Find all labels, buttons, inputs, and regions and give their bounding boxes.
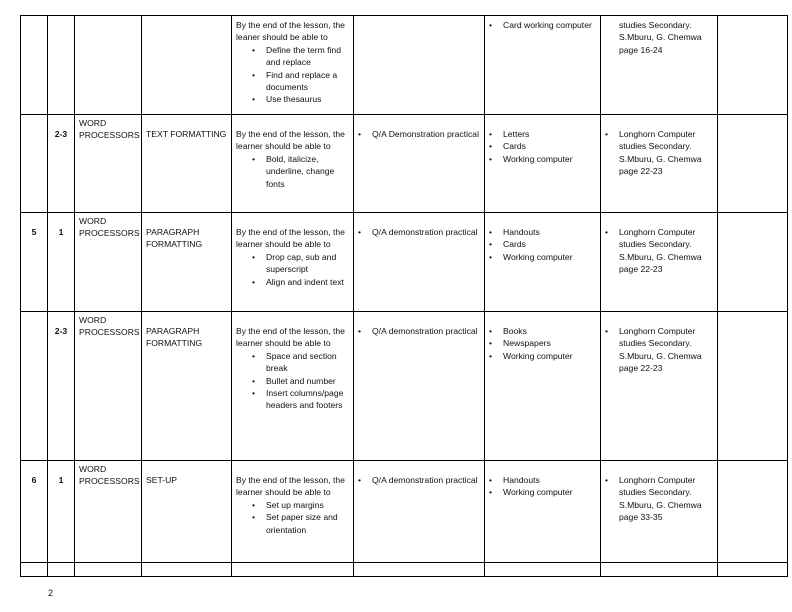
lesson-cell: 1 [48,461,75,563]
resource-item: • Working computer [503,153,596,165]
table-row [21,461,788,563]
table-row [21,115,788,213]
activities-list [358,226,480,238]
objectives-intro: By the end of the lesson, the learner should be able to [236,326,345,349]
lesson-cell: 1 [48,213,75,312]
activities-cell [354,312,485,461]
objective-item: • Align and indent text [266,276,349,288]
resource-item: • Working computer [503,350,596,362]
resource-item: • Working computer [503,251,596,263]
table-row [21,16,788,115]
reference-item: • Longhorn Computer studies Secondary. S.Mburu, G. Chemwa page 22-23 [619,226,713,276]
objective-item: • Drop cap, sub and superscript [266,251,349,276]
references-cell [601,312,718,461]
remarks-cell [718,563,788,577]
objectives-list [236,251,349,288]
resource-item: • Handouts [503,474,596,486]
remarks-cell [718,115,788,213]
activities-cell [354,213,485,312]
subtopic-cell [142,16,232,115]
resources-cell [485,312,601,461]
activities-cell [354,115,485,213]
resource-item: • Card working computer [503,19,596,31]
subtopic-cell: PARAGRAPH FORMATTING [142,312,232,461]
objective-item: • Use thesaurus [266,93,349,105]
activities-cell [354,16,485,115]
objectives-list [236,44,349,106]
table-row [21,312,788,461]
week-cell [21,115,48,213]
lesson-cell [48,16,75,115]
objectives-cell [232,115,354,213]
resources-list [489,19,596,31]
resource-item: • Working computer [503,486,596,498]
resource-item: • Books [503,325,596,337]
resources-cell [485,563,601,577]
topic-cell [75,563,142,577]
reference-item: • Longhorn Computer studies Secondary. S.Mburu, G. Chemwa page 22-23 [619,128,713,178]
objective-item: • Bold, italicize, underline, change fonts [266,153,349,190]
week-cell [21,16,48,115]
objective-item: • Set paper size and orientation [266,511,349,536]
references-list [605,474,713,524]
lesson-cell: 2-3 [48,115,75,213]
lesson-cell [48,563,75,577]
activities-cell [354,461,485,563]
topic-cell: WORD PROCESSORS [75,461,142,563]
topic-cell: WORD PROCESSORS [75,115,142,213]
scheme-of-work-table [20,15,788,577]
resource-item: • Letters [503,128,596,140]
references-cell [601,461,718,563]
week-cell [21,563,48,577]
remarks-cell [718,213,788,312]
objective-item: • Insert columns/page headers and footers [266,387,349,412]
week-cell: 6 [21,461,48,563]
topic-cell: WORD PROCESSORS [75,213,142,312]
objective-item: • Find and replace a documents [266,69,349,94]
week-cell [21,312,48,461]
objectives-list [236,350,349,412]
remarks-cell [718,461,788,563]
references-list [605,325,713,375]
references-list [605,128,713,178]
table-row [21,213,788,312]
resources-cell [485,16,601,115]
objectives-intro: By the end of the lesson, the learner should be able to [236,475,345,498]
activity-item: • Q/A demonstration practical [372,474,480,486]
resources-cell [485,213,601,312]
reference-item: • Longhorn Computer studies Secondary. S.Mburu, G. Chemwa page 22-23 [619,325,713,375]
topic-cell: WORD PROCESSORS [75,312,142,461]
objectives-list [236,153,349,190]
references-list [605,226,713,276]
activity-item: • Q/A demonstration practical [372,325,480,337]
activities-cell [354,563,485,577]
objectives-intro: By the end of the lesson, the learner should be able to [236,227,345,250]
objective-item: • Set up margins [266,499,349,511]
activities-list [358,474,480,486]
subtopic-cell: SET-UP [142,461,232,563]
objective-item: • Space and section break [266,350,349,375]
activity-item: • Q/A demonstration practical [372,226,480,238]
activity-item: • Q/A Demonstration practical [372,128,480,140]
objectives-intro: By the end of the lesson, the leaner should be able to [236,20,345,43]
lesson-cell: 2-3 [48,312,75,461]
subtopic-cell: TEXT FORMATTING [142,115,232,213]
references-cell [601,563,718,577]
objective-item: • Bullet and number [266,375,349,387]
reference-continued: studies Secondary. S.Mburu, G. Chemwa page 16-24 [619,20,702,55]
objectives-cell [232,16,354,115]
table-row [21,563,788,577]
objectives-cell [232,563,354,577]
resources-list [489,474,596,499]
page-number: 2 [48,588,54,598]
objectives-intro: By the end of the lesson, the learner should be able to [236,129,345,152]
objective-item: • Define the term find and replace [266,44,349,69]
resource-item: • Cards [503,140,596,152]
activities-list [358,128,480,140]
objectives-cell [232,213,354,312]
remarks-cell [718,312,788,461]
resources-cell [485,115,601,213]
objectives-cell [232,312,354,461]
resources-list [489,325,596,362]
resource-item: • Newspapers [503,337,596,349]
resources-cell [485,461,601,563]
references-cell [601,16,718,115]
topic-cell [75,16,142,115]
objectives-cell [232,461,354,563]
references-cell [601,213,718,312]
reference-item: • Longhorn Computer studies Secondary. S.Mburu, G. Chemwa page 33-35 [619,474,713,524]
subtopic-cell: PARAGRAPH FORMATTING [142,213,232,312]
subtopic-cell [142,563,232,577]
remarks-cell [718,16,788,115]
activities-list [358,325,480,337]
objectives-list [236,499,349,536]
resources-list [489,128,596,165]
resource-item: • Handouts [503,226,596,238]
references-cell [601,115,718,213]
resource-item: • Cards [503,238,596,250]
resources-list [489,226,596,263]
week-cell: 5 [21,213,48,312]
